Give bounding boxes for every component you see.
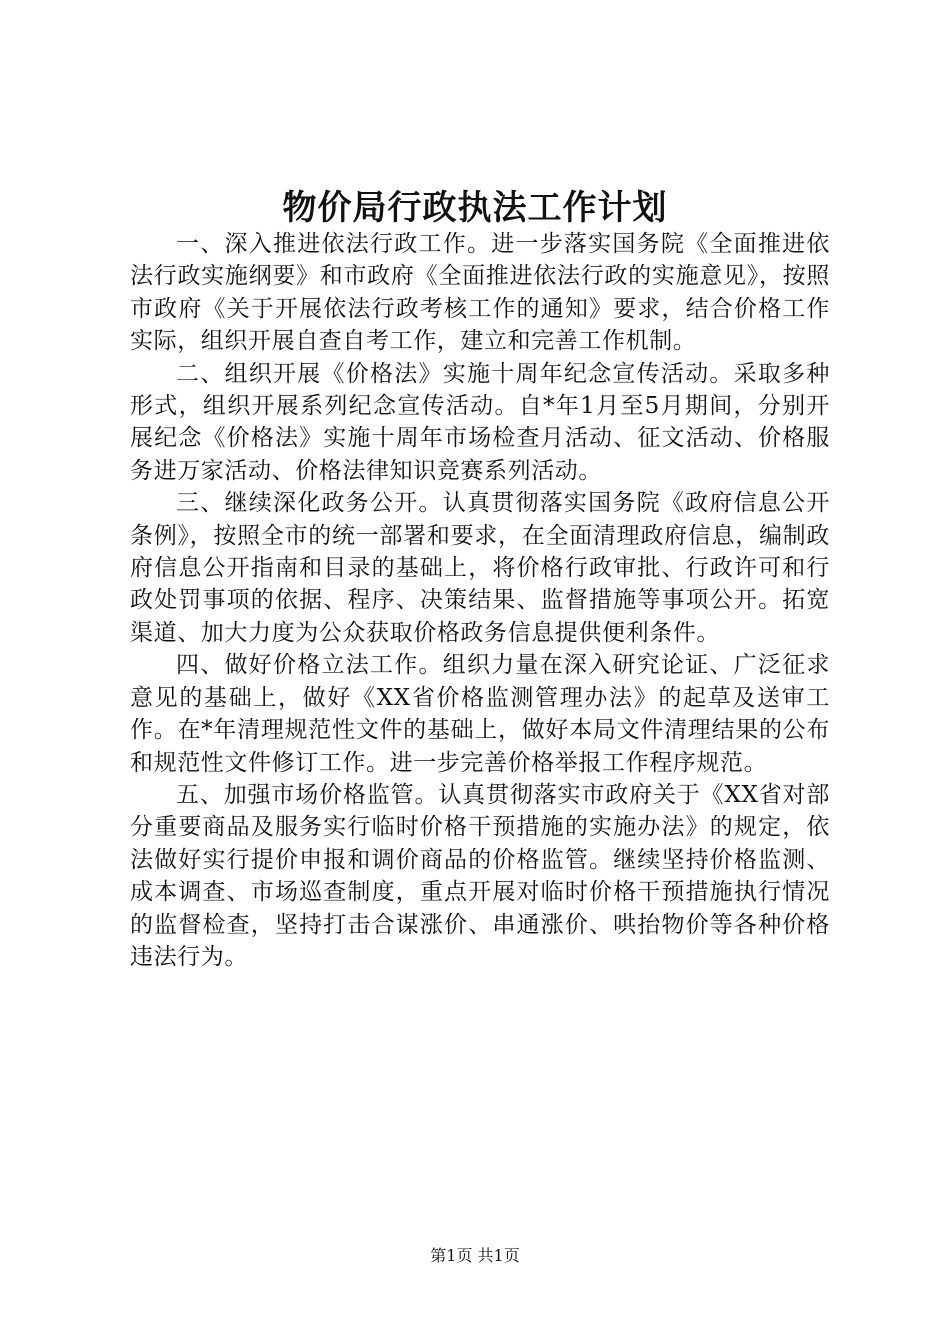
paragraph-3: 三、继续深化政务公开。认真贯彻落实国务院《政府信息公开条例》，按照全市的统一部署和要求，在全面清理政府信息，编制政府信息公开指南和目录的基础上，将价格行政审批、行政许可和行政处罚事项的依据、程序、决策结果、监督措施等事项公开。拓宽渠道、加大力度为公众获取价格政务信息提供便利条件。 <box>130 490 830 646</box>
paragraph-2: 二、组织开展《价格法》实施十周年纪念宣传活动。采取多种形式，组织开展系列纪念宣传活动。自*年1月至5月期间，分别开展纪念《价格法》实施十周年市场检查月活动、征文活动、价格服务进万家活动、价格法律知识竞赛系列活动。 <box>130 360 830 484</box>
paragraph-1: 一、深入推进依法行政工作。进一步落实国务院《全面推进依法行政实施纲要》和市政府《全面推进依法行政的实施意见》，按照市政府《关于开展依法行政考核工作的通知》要求，结合价格工作实际，组织开展自查自考工作，建立和完善工作机制。 <box>130 231 830 355</box>
paragraph-4: 四、做好价格立法工作。组织力量在深入研究论证、广泛征求意见的基础上，做好《XX省价格监测管理办法》的起草及送审工作。在*年清理规范性文件的基础上，做好本局文件清理结果的公布和规范性文件修订工作。进一步完善价格举报工作程序规范。 <box>130 652 830 776</box>
paragraph-5: 五、加强市场价格监管。认真贯彻落实市政府关于《XX省对部分重要商品及服务实行临时价格干预措施的实施办法》的规定，依法做好实行提价申报和调价商品的价格监管。继续坚持价格监测、成本调查、市场巡查制度，重点开展对临时价格干预措施执行情况的监督检查，坚持打击合谋涨价、串通涨价、哄抬物价等各种价格违法行为。 <box>130 781 830 970</box>
document-title: 物价局行政执法工作计划 <box>282 188 668 228</box>
document-body <box>130 228 830 973</box>
page-number-footer: 第1页 共1页 <box>430 1246 520 1265</box>
